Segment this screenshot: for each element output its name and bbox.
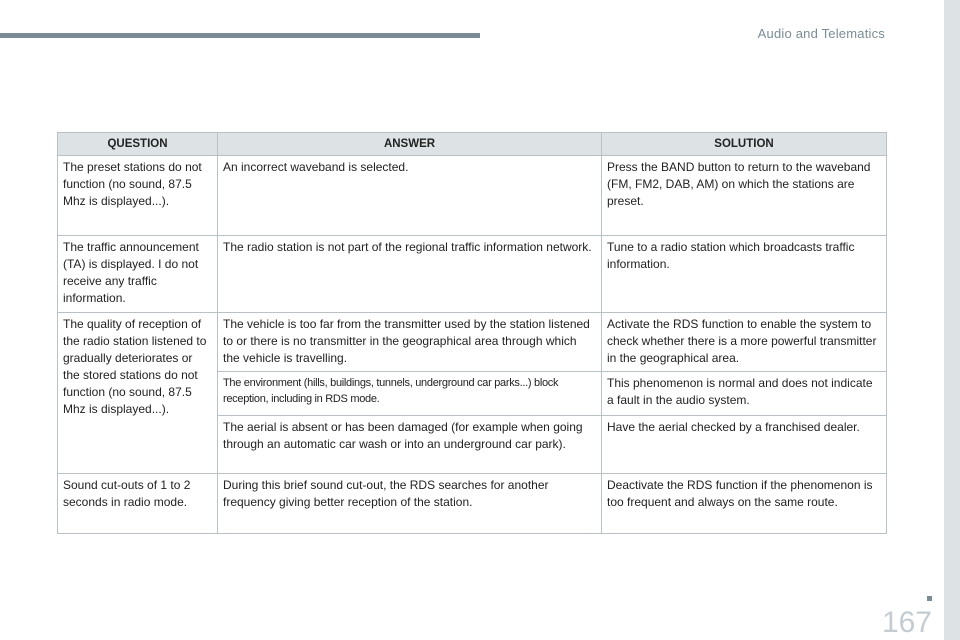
answer-cell: The aerial is absent or has been damaged (for example when going through an automatic car wash or into an underground car park). <box>218 416 602 474</box>
column-header-answer: ANSWER <box>218 133 602 156</box>
question-cell: The traffic announcement (TA) is displayed. I do not receive any traffic information. <box>58 236 218 313</box>
column-header-solution: SOLUTION <box>602 133 887 156</box>
solution-cell: Press the BAND button to return to the waveband (FM, FM2, DAB, AM) on which the stations are preset. <box>602 156 887 236</box>
solution-cell: Deactivate the RDS function if the phenomenon is too frequent and always on the same route. <box>602 474 887 534</box>
question-cell: The quality of reception of the radio station listened to gradually deteriorates or the stored stations do not function (no sound, 87.5 Mhz is displayed...). <box>58 313 218 474</box>
question-cell: Sound cut-outs of 1 to 2 seconds in radio mode. <box>58 474 218 534</box>
table-row <box>58 156 887 236</box>
troubleshooting-table <box>57 132 887 534</box>
table-header-row <box>58 133 887 156</box>
page-edge-strip <box>944 0 960 640</box>
solution-cell: Activate the RDS function to enable the system to check whether there is a more powerful transmitter in the geographical area. <box>602 313 887 372</box>
table-row <box>58 474 887 534</box>
answer-cell: The environment (hills, buildings, tunnels, underground car parks...) block reception, including in RDS mode. <box>218 372 602 416</box>
answer-cell: The radio station is not part of the regional traffic information network. <box>218 236 602 313</box>
page-number: 167 <box>881 606 932 639</box>
solution-cell: Tune to a radio station which broadcasts traffic information. <box>602 236 887 313</box>
section-title: Audio and Telematics <box>757 26 885 41</box>
answer-cell: An incorrect waveband is selected. <box>218 156 602 236</box>
solution-cell: This phenomenon is normal and does not indicate a fault in the audio system. <box>602 372 887 416</box>
solution-cell: Have the aerial checked by a franchised dealer. <box>602 416 887 474</box>
column-header-question: QUESTION <box>58 133 218 156</box>
end-marker <box>927 596 932 601</box>
answer-cell: During this brief sound cut-out, the RDS searches for another frequency giving better reception of the station. <box>218 474 602 534</box>
question-cell: The preset stations do not function (no sound, 87.5 Mhz is displayed...). <box>58 156 218 236</box>
table-row <box>58 236 887 313</box>
header-accent-bar <box>0 33 480 38</box>
table-row <box>58 313 887 372</box>
answer-cell: The vehicle is too far from the transmitter used by the station listened to or there is no transmitter in the geographical area through which the vehicle is travelling. <box>218 313 602 372</box>
